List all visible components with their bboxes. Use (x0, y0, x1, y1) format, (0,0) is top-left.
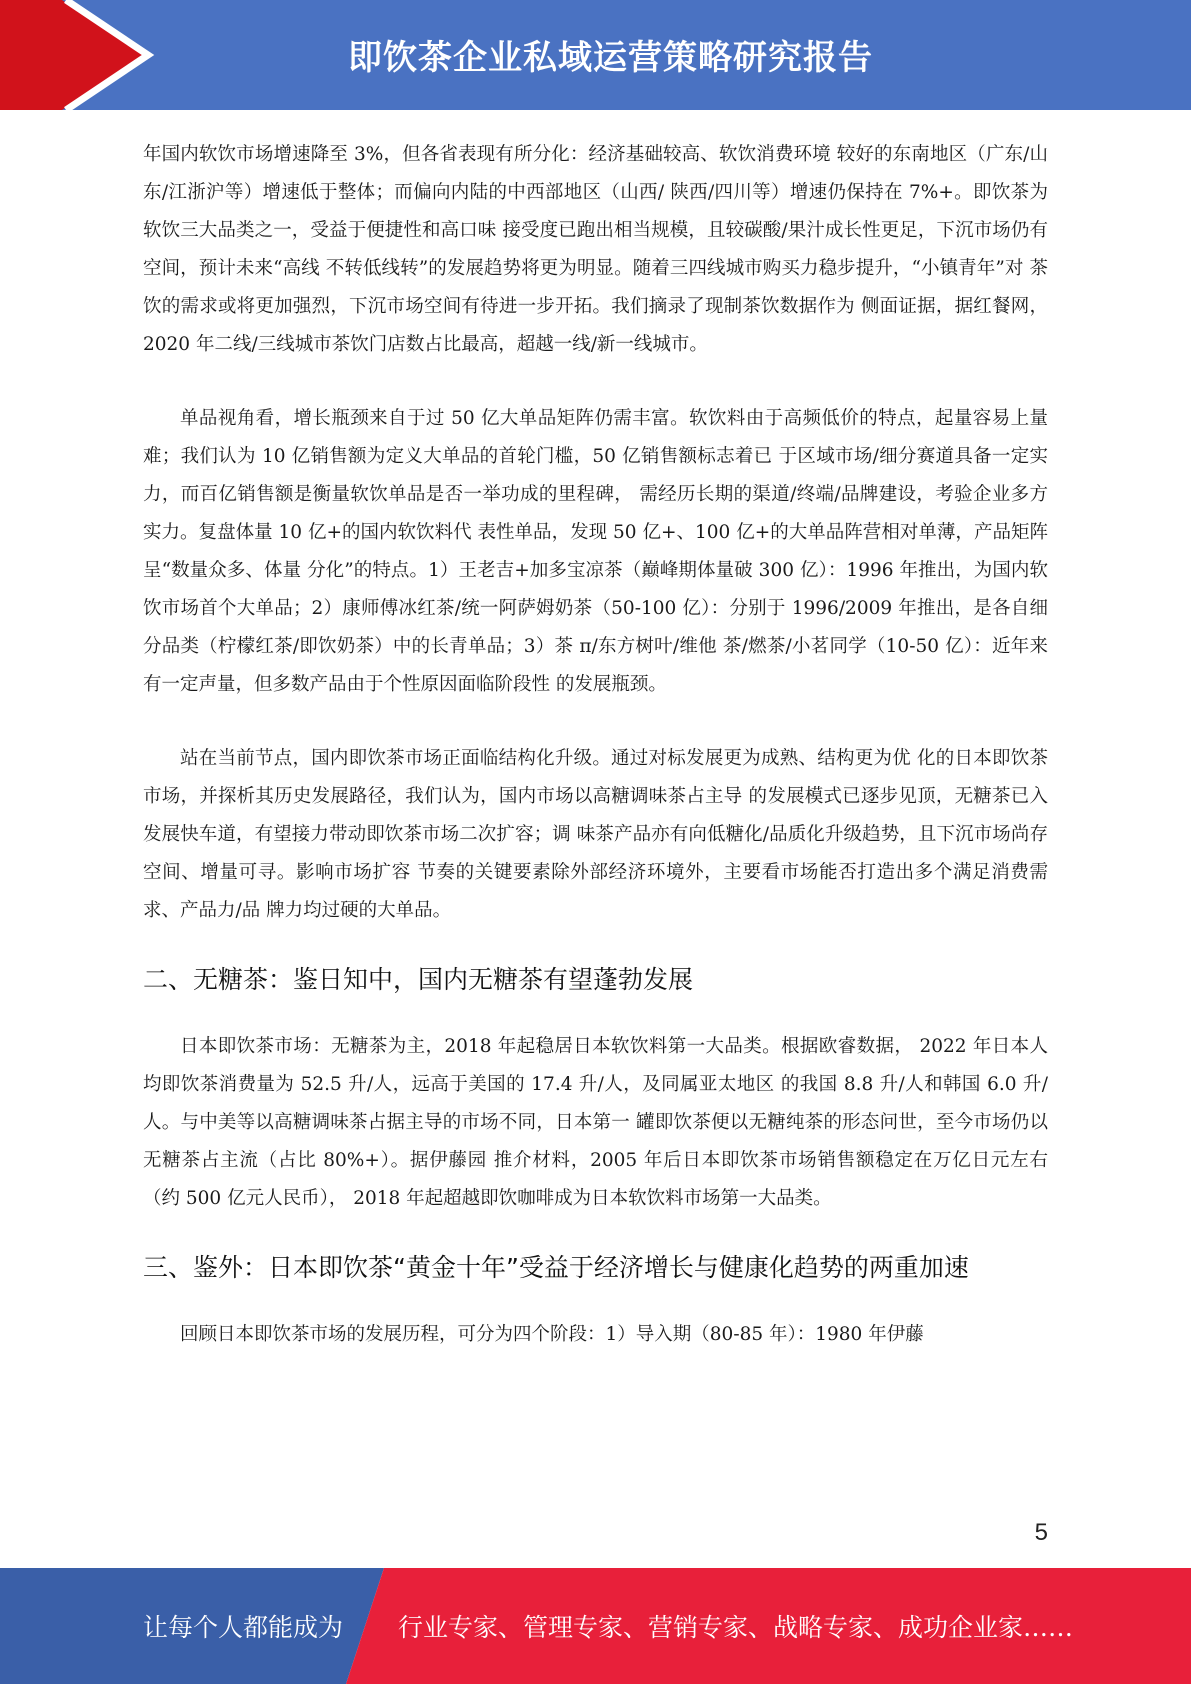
section-heading-3: 三、鉴外：日本即饮茶“黄金十年”受益于经济增长与健康化趋势的两重加速 (143, 1253, 969, 1282)
section-heading-2: 二、无糖茶：鉴日知中，国内无糖茶有望蓬勃发展 (143, 965, 694, 994)
paragraph-japan-market: 日本即饮茶市场：无糖茶为主，2018 年起稳居日本软饮料第一大品类。根据欧睿数据， 2022 年日本人均即饮茶消费量为 52.5 升/人，远高于美国的 17.4 升/人，及同属亚太地区 的我国 8.8 升/人和韩国 6.0 升/人。与中美等以高糖调味茶占据主导的市场不同，日本第一 罐即饮茶便以无糖纯茶的形态问世，至今市场仍以无糖茶占主流（占比 80%+）。据伊藤园 推介材料，2005 年后日本即饮茶市场销售额稳定在万亿日元左右（约 500 亿元人民币）， 2018 年起超越即饮咖啡成为日本软饮料市场第一大品类。 (143, 1036, 1048, 1209)
page-header (0, 0, 1191, 110)
page-footer (0, 1568, 1191, 1684)
footer-slogan-left: 让每个人都能成为 (143, 1613, 344, 1642)
report-title: 即饮茶企业私域运营策略研究报告 (348, 38, 873, 78)
paragraph-structural-upgrade: 站在当前节点，国内即饮茶市场正面临结构化升级。通过对标发展更为成熟、结构更为优 化的日本即饮茶市场，并探析其历史发展路径，我们认为，国内市场以高糖调味茶占主导 的发展模式已逐步见顶，无糖茶已入发展快车道，有望接力带动即饮茶市场二次扩容；调 味茶产品亦有向低糖化/品质化升级趋势，且下沉市场尚存空间、增量可寻。影响市场扩容 节奏的关键要素除外部经济环境外，主要看市场能否打造出多个满足消费需求、产品力/品 牌力均过硬的大单品。 (143, 748, 1048, 921)
footer-slogan-right: 行业专家、管理专家、营销专家、战略专家、成功企业家…… (398, 1613, 1074, 1642)
paragraph-japan-history: 回顾日本即饮茶市场的发展历程，可分为四个阶段：1）导入期（80-85 年）：1980 年伊藤 (180, 1324, 924, 1345)
paragraph-single-product: 单品视角看，增长瓶颈来自于过 50 亿大单品矩阵仍需丰富。软饮料由于高频低价的特点，起量容易上量难；我们认为 10 亿销售额为定义大单品的首轮门槛，50 亿销售额标志着已 于区域市场/细分赛道具备一定实力，而百亿销售额是衡量软饮单品是否一举功成的里程碑， 需经历长期的渠道/终端/品牌建设，考验企业多方实力。复盘体量 10 亿+的国内软饮料代 表性单品，发现 50 亿+、100 亿+的大单品阵营相对单薄，产品矩阵呈“数量众多、体量 分化”的特点。1）王老吉+加多宝凉茶（巅峰期体量破 300 亿）：1996 年推出，为国内软 饮市场首个大单品；2）康师傅冰红茶/统一阿萨姆奶茶（50-100 亿）：分别于 1996/2009 年推出，是各自细分品类（柠檬红茶/即饮奶茶）中的长青单品；3）茶 π/东方树叶/维他 茶/燃茶/小茗同学（10-50 亿）：近年来有一定声量，但多数产品由于个性原因面临阶段性 的发展瓶颈。 (143, 408, 1048, 695)
paragraph-market-overview: 年国内软饮市场增速降至 3%，但各省表现有所分化：经济基础较高、软饮消费环境 较好的东南地区（广东/山东/江浙沪等）增速低于整体；而偏向内陆的中西部地区（山西/ 陕西/四川等）增速仍保持在 7%+。即饮茶为软饮三大品类之一，受益于便捷性和高口味 接受度已跑出相当规模，且较碳酸/果汁成长性更足，下沉市场仍有空间，预计未来“高线 不转低线转”的发展趋势将更为明显。随着三四线城市购买力稳步提升，“小镇青年”对 茶饮的需求或将更加强烈，下沉市场空间有待进一步开拓。我们摘录了现制茶饮数据作为 侧面证据，据红餐网，2020 年二线/三线城市茶饮门店数占比最高，超越一线/新一线城市。 (143, 144, 1048, 355)
document-body (143, 136, 1048, 1354)
page-number: 5 (1034, 1519, 1048, 1546)
